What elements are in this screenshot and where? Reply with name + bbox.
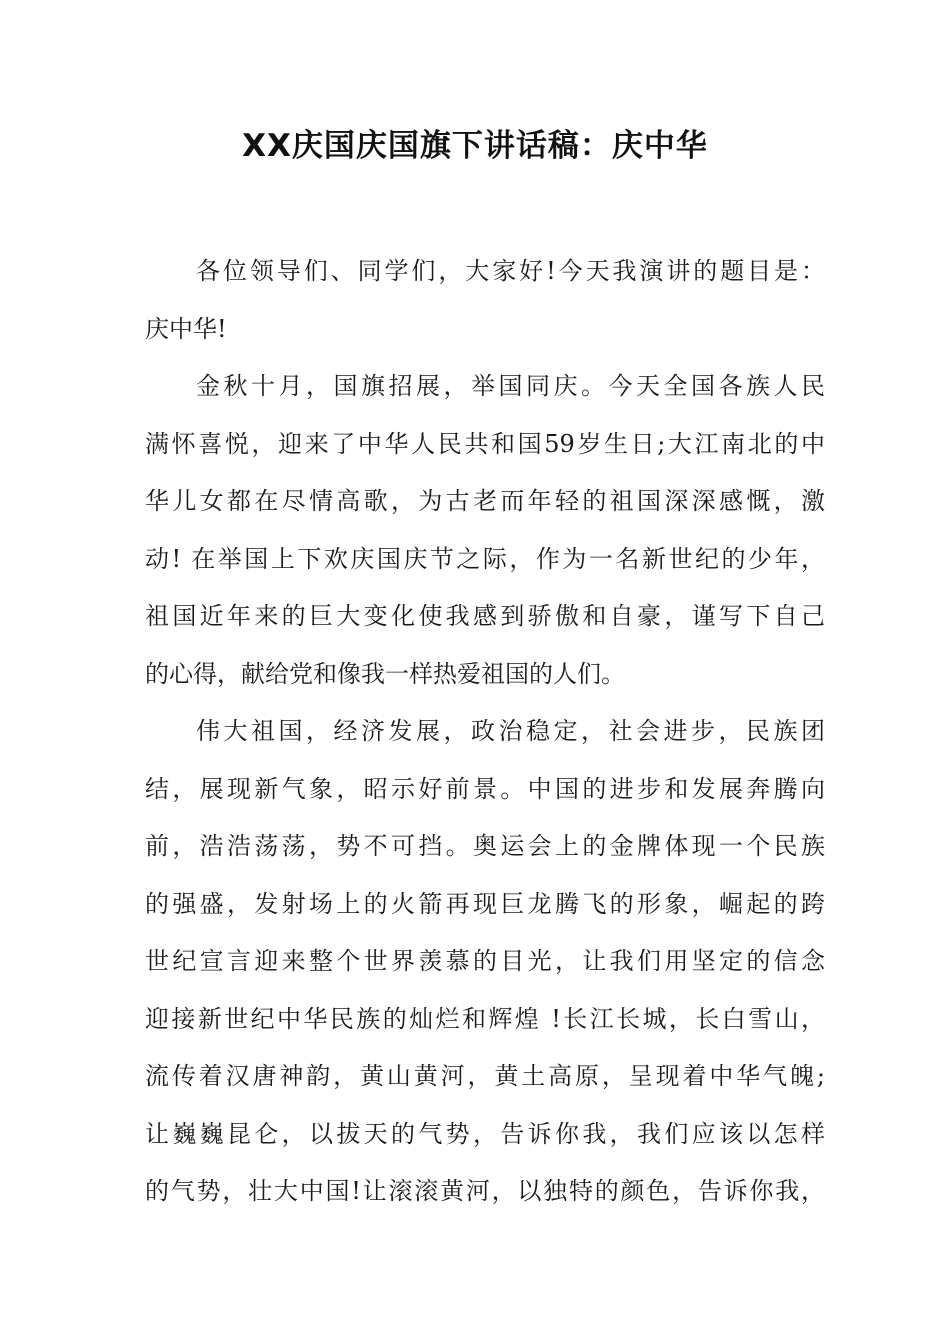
paragraph-line: 迎接新世纪中华民族的灿烂和辉煌 !长江长城，长白雪山，	[145, 1004, 825, 1033]
paragraph-line: 祖国近年来的巨大变化使我感到骄傲和自豪，谨写下自己	[145, 602, 825, 630]
paragraph-line: 华儿女都在尽情高歌，为古老而年轻的祖国深深感慨，激	[145, 487, 825, 515]
paragraph-line: 前，浩浩荡荡，势不可挡。奥运会上的金牌体现一个民族	[145, 832, 825, 860]
paragraph-line: 结，展现新气象，昭示好前景。中国的进步和发展奔腾向	[145, 774, 825, 803]
paragraph-line: 伟大祖国，经济发展，政治稳定，社会进步，民族团	[196, 717, 825, 745]
paragraph-line: 世纪宣言迎来整个世界羡慕的目光，让我们用坚定的信念	[145, 947, 825, 975]
body-text	[145, 243, 825, 1221]
paragraph-line: 的强盛，发射场上的火箭再现巨龙腾飞的形象，崛起的跨	[145, 889, 825, 918]
paragraph-line: 金秋十月，国旗招展，举国同庆。今天全国各族人民	[196, 372, 825, 400]
paragraph-line: 让巍巍昆仑，以拔天的气势，告诉你我，我们应该以怎样	[145, 1119, 825, 1148]
paragraph-line: 庆中华!	[145, 314, 227, 343]
paragraph-line: 流传着汉唐神韵，黄山黄河，黄土高原，呈现着中华气魄;	[145, 1062, 825, 1090]
paragraph-line: 动! 在举国上下欢庆国庆节之际，作为一名新世纪的少年，	[145, 544, 825, 573]
paragraph-line: 的心得，献给党和像我一样热爱祖国的人们。	[145, 659, 625, 688]
paragraph-line: 的气势，壮大中国!让滚滚黄河，以独特的颜色，告诉你我，	[145, 1177, 825, 1205]
paragraph-line: 各位领导们、同学们，大家好!今天我演讲的题目是：	[196, 257, 825, 285]
page-title: XX庆国庆国旗下讲话稿：庆中华	[242, 128, 708, 164]
paragraph-line: 满怀喜悦，迎来了中华人民共和国59岁生日;大江南北的中	[145, 429, 825, 458]
